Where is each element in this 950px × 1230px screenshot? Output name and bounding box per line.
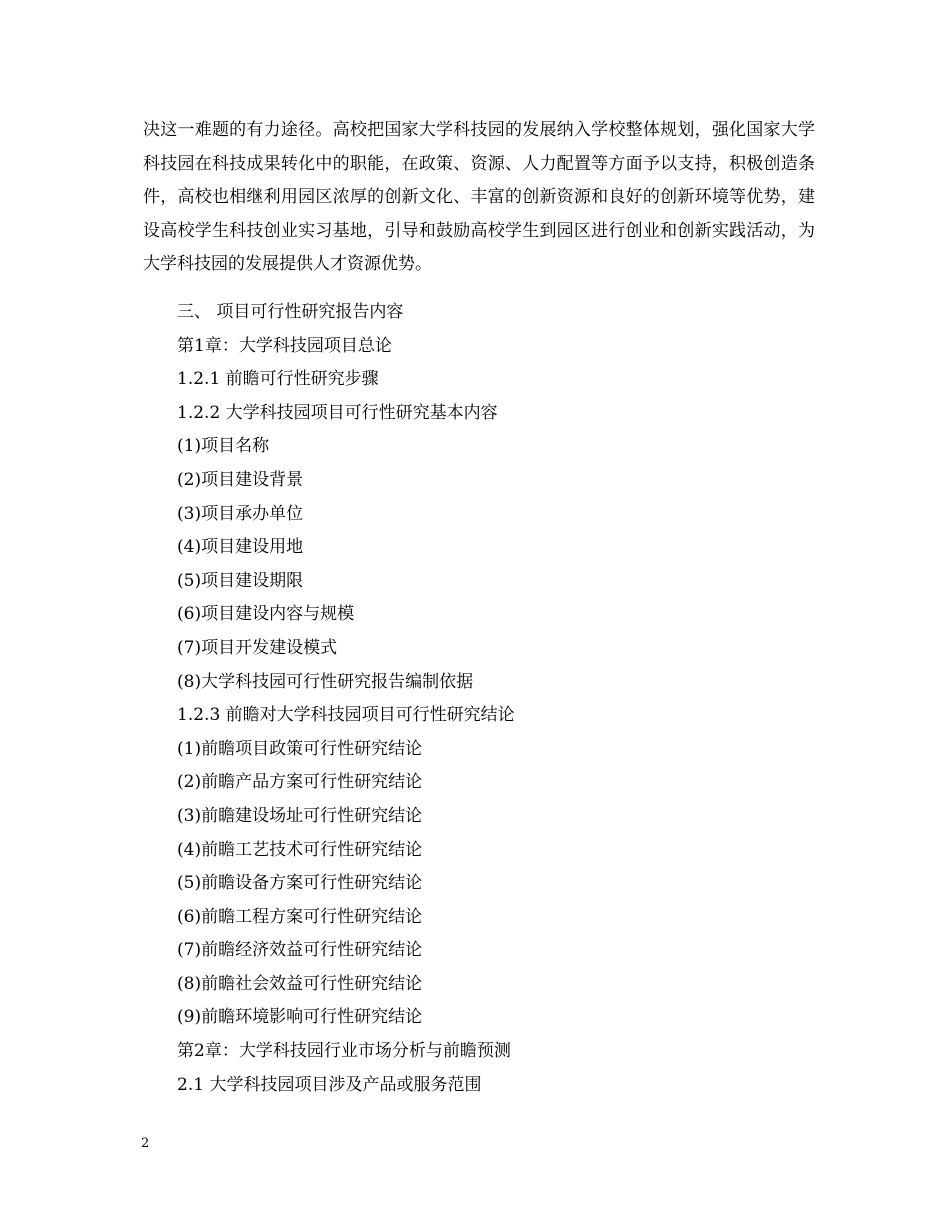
- chapter-heading: 第1章：大学科技园项目总论: [177, 335, 392, 356]
- outline-item: (5)项目建设期限: [177, 570, 304, 591]
- outline-item: (8)前瞻社会效益可行性研究结论: [177, 973, 423, 994]
- outline-item: (3)项目承办单位: [177, 503, 304, 524]
- outline-item: (2)项目建设背景: [177, 469, 304, 490]
- outline-item: 1.2.3 前瞻对大学科技园项目可行性研究结论: [177, 705, 515, 726]
- section-heading: 三、 项目可行性研究报告内容: [177, 302, 404, 322]
- outline-item: (5)前瞻设备方案可行性研究结论: [177, 873, 423, 894]
- body-paragraph: 决这一难题的有力途径。高校把国家大学科技园的发展纳入学校整体规划，强化国家大学科技园在科技成果转化中的职能，在政策、资源、人力配置等方面予以支持，积极创造条件，高校也相继利用园区浓厚的创新文化、丰富的创新资源和良好的创新环境等优势，建设高校学生科技创业实习基地，引导和鼓励高校学生到园区进行创业和创新实践活动，为大学科技园的发展提供人才资源优势。: [143, 120, 815, 275]
- chapter-heading: 第2章：大学科技园行业市场分析与前瞻预测: [177, 1041, 511, 1062]
- outline-item: 1.2.2 大学科技园项目可行性研究基本内容: [177, 402, 498, 423]
- outline-item: (2)前瞻产品方案可行性研究结论: [177, 772, 423, 793]
- outline-item: (1)前瞻项目政策可行性研究结论: [177, 738, 423, 759]
- outline-item: (6)前瞻工程方案可行性研究结论: [177, 906, 423, 927]
- page-number: 2: [141, 1136, 150, 1151]
- outline-list: [177, 296, 515, 1102]
- outline-item: 1.2.1 前瞻可行性研究步骤: [177, 369, 379, 390]
- outline-item: 2.1 大学科技园项目涉及产品或服务范围: [177, 1074, 482, 1095]
- outline-item: (1)项目名称: [177, 436, 270, 457]
- outline-item: (7)前瞻经济效益可行性研究结论: [177, 940, 423, 961]
- outline-item: (4)项目建设用地: [177, 537, 304, 558]
- outline-item: (7)项目开发建设模式: [177, 637, 338, 658]
- outline-item: (8)大学科技园可行性研究报告编制依据: [177, 671, 474, 692]
- outline-item: (6)项目建设内容与规模: [177, 604, 355, 625]
- outline-item: (4)前瞻工艺技术可行性研究结论: [177, 839, 423, 860]
- outline-item: (9)前瞻环境影响可行性研究结论: [177, 1007, 423, 1028]
- outline-item: (3)前瞻建设场址可行性研究结论: [177, 805, 423, 826]
